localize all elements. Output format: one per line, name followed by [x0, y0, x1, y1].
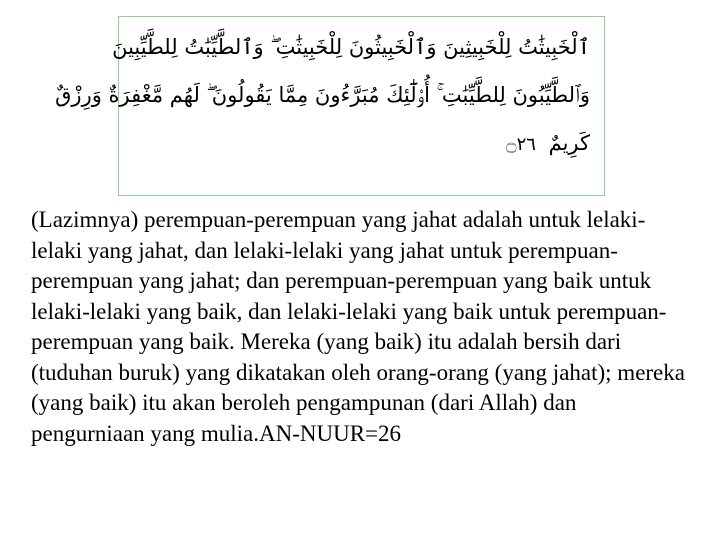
arabic-verse-line: ٱلْخَبِيثَٰتُ لِلْخَبِيثِينَ وَٱلْخَبِيثُونَ لِلْخَبِيثَٰتِ ۖ وَٱلطَّيِّبَٰتُ لِلطَّيِّبِينَ — [112, 35, 590, 59]
arabic-verse-line: وَٱلطَّيِّبُونَ لِلطَّيِّبَٰتِ ۚ أُو۟لَٰٓئِكَ مُبَرَّءُونَ مِمَّا يَقُولُونَ ۖ لَهُم مَّغْفِرَةٌ وَرِزْقٌ — [55, 83, 590, 107]
arabic-verse-line — [127, 119, 590, 169]
arabic-verse-box — [55, 16, 605, 196]
arabic-verse-final-word: كَرِيمٌ — [548, 131, 590, 155]
verse-translation: (Lazimnya) perempuan-perempuan yang jahat adalah untuk lelaki-lelaki yang jahat, dan lelaki-lelaki yang jahat untuk perempuan-perempuan yang jahat; dan perempuan-perempuan yang baik untuk lelaki-lelaki yang baik, dan lelaki-lelaki yang baik untuk perempuan-perempuan yang baik. Mereka (yang baik) itu adalah bersih dari (tuduhan buruk) yang dikatakan oleh orang-orang (yang jahat); mereka (yang baik) itu akan beroleh pengampunan (dari Allah) dan pengurniaan yang mulia.AN-NUUR=26 — [31, 207, 685, 446]
ayah-number-marker: ۝٢٦ — [506, 134, 536, 155]
